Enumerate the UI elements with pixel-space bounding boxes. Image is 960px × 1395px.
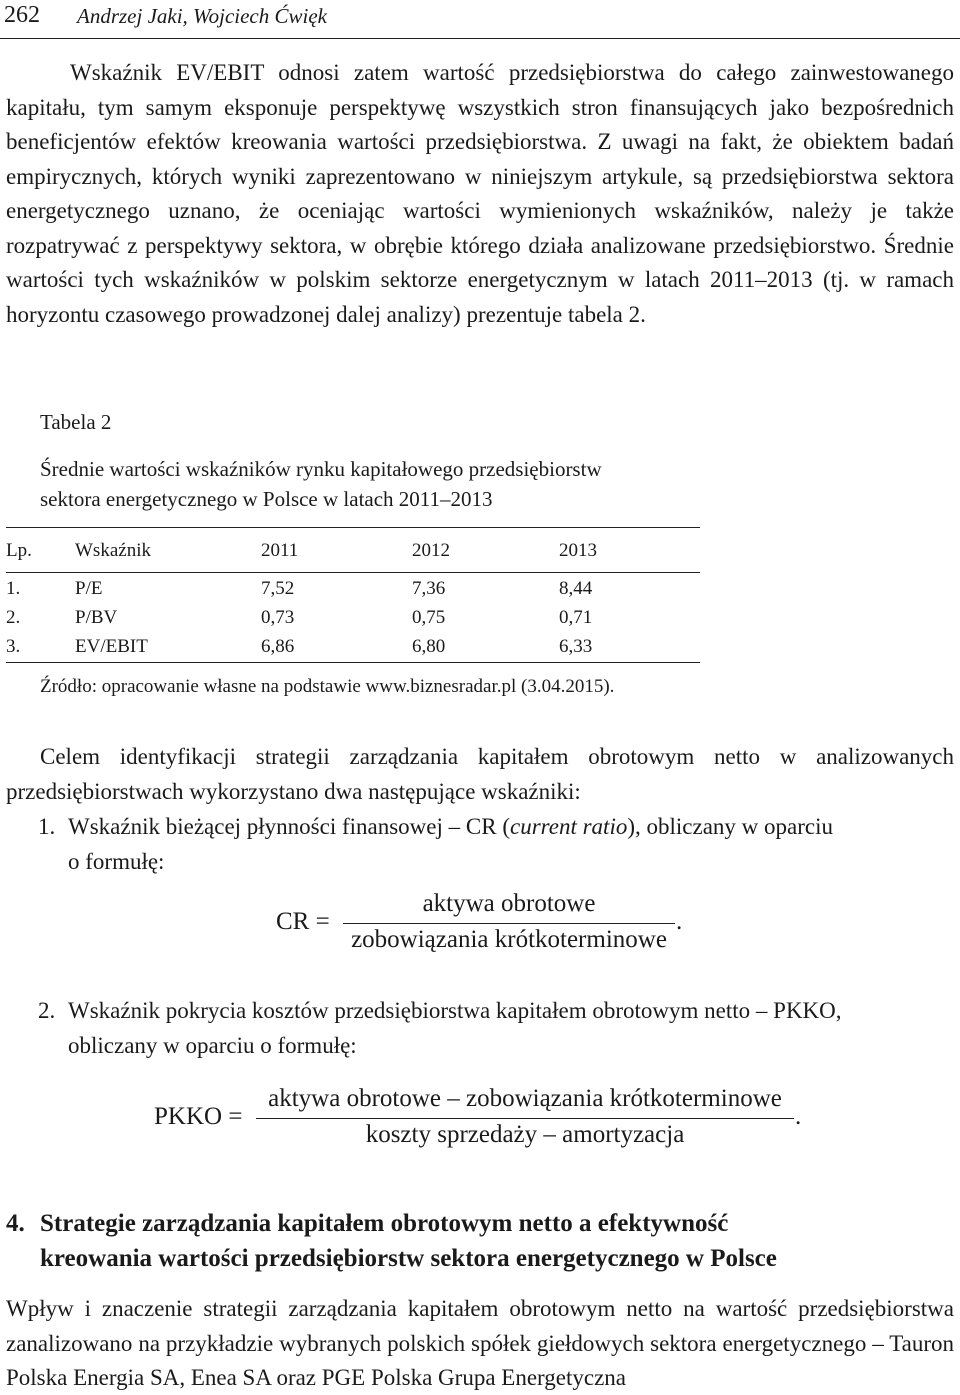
formula-cr-period: . xyxy=(676,908,683,935)
body-paragraph-2: Celem identyfikacji strategii zarządzania kapitałem obrotowym netto w analizowanych przedsiębiorstwach wykorzystano dwa następujące wskaźniki: xyxy=(6,744,954,804)
table-row xyxy=(0,607,700,635)
table-header-rule xyxy=(6,572,700,573)
list-item-1-italic: current ratio xyxy=(510,814,628,839)
table-header-2013: 2013 xyxy=(559,540,597,561)
table-header-2012: 2012 xyxy=(412,540,450,561)
table-title-line-1: Średnie wartości wskaźników rynku kapitałowego przedsiębiorstw xyxy=(40,457,602,481)
table-header-2011: 2011 xyxy=(261,540,299,561)
list-item-2-line-2: obliczany w oparciu o formułę: xyxy=(68,1033,357,1058)
table-cell-2011: 7,52 xyxy=(261,578,295,599)
table-cell-2011: 6,86 xyxy=(261,636,295,657)
formula-pkko-denominator: koszty sprzedaży – amortyzacja xyxy=(365,1121,685,1148)
list-item-2-number: 2. xyxy=(38,998,56,1023)
body-paragraph-1: Wskaźnik EV/EBIT odnosi zatem wartość przedsiębiorstwa do całego zainwestowanego kapitału, tym samym eksponuje perspektywę wszystkich stron finansujących jako bezpośrednich beneficjentów efektów kreowania wartości przedsiębiorstwa. Z uwagi na fakt, że obiektem badań empirycznych, których wyniki zaprezentowano w niniejszym artykule, są przedsiębiorstwa sektora energetycznego uznano, że oceniając wartości wymienionych wskaźników, należy je także rozpatrywać z perspektywy sektora, w obrębie którego działa analizowane przedsiębiorstwo. Średnie wartości tych wskaźników w polskim sektorze energetycznym w latach 2011–2013 (tj. w ramach horyzontu czasowego prowadzonej dalej analizy) prezentuje tabela 2. xyxy=(6,60,954,327)
section-title-line-1: Strategie zarządzania kapitałem obrotowym netto a efektywność xyxy=(40,1210,729,1237)
table-cell-2013: 8,44 xyxy=(559,578,593,599)
table-header-indicator: Wskaźnik xyxy=(75,540,151,561)
table-cell-lp: 2. xyxy=(6,607,21,628)
table-cell-lp: 1. xyxy=(6,578,21,599)
section-number: 4. xyxy=(6,1210,25,1237)
list-item-1-line-2: o formułę: xyxy=(68,849,165,874)
page-number: 262 xyxy=(4,2,40,28)
formula-pkko-fraction-bar xyxy=(256,1118,794,1119)
table-title-line-2: sektora energetycznego w Polsce w latach 2011–2013 xyxy=(40,487,493,511)
formula-cr-lhs: CR = xyxy=(276,908,330,935)
formula-pkko xyxy=(0,1085,960,1155)
table-cell-indicator: EV/EBIT xyxy=(75,636,148,657)
list-item-1-text xyxy=(68,810,954,845)
list-item-2-line-1: Wskaźnik pokrycia kosztów przedsiębiorstwa kapitałem obrotowym netto – PKKO, xyxy=(68,998,842,1023)
table-label: Tabela 2 xyxy=(40,410,112,434)
table-cell-2013: 6,33 xyxy=(559,636,593,657)
formula-pkko-period: . xyxy=(795,1103,802,1130)
list-item-1-text-before: Wskaźnik bieżącej płynności finansowej – CR ( xyxy=(68,814,510,839)
table-cell-lp: 3. xyxy=(6,636,21,657)
table-header-lp: Lp. xyxy=(6,540,32,561)
formula-cr-denominator: zobowiązania krótkoterminowe xyxy=(351,926,667,953)
body-paragraph-3: Wpływ i znaczenie strategii zarządzania kapitałem obrotowym netto na wartość przedsiębiorstwa zanalizowano na przykładzie wybranych polskich spółek giełdowych sektora energetycznego – Tauron Polska Energia SA, Enea SA oraz PGE Polska Grupa Energetyczna xyxy=(6,1296,954,1390)
table-source-note: Źródło: opracowanie własne na podstawie www.biznesradar.pl (3.04.2015). xyxy=(40,676,615,697)
table-cell-2013: 0,71 xyxy=(559,607,593,628)
formula-cr-fraction-bar xyxy=(343,923,675,924)
table-top-rule xyxy=(6,527,700,528)
section-title-line-2: kreowania wartości przedsiębiorstw sektora energetycznego w Polsce xyxy=(40,1244,777,1272)
table-cell-2011: 0,73 xyxy=(261,607,295,628)
table-cell-indicator: P/BV xyxy=(75,607,118,628)
list-item-1-number: 1. xyxy=(38,814,56,839)
table-row xyxy=(0,578,700,606)
header-rule xyxy=(0,38,960,39)
table-cell-indicator: P/E xyxy=(75,578,103,599)
section-title xyxy=(40,1207,954,1276)
table-title xyxy=(40,454,680,514)
table-cell-2012: 7,36 xyxy=(412,578,446,599)
table-header-row xyxy=(0,540,700,570)
formula-pkko-lhs: PKKO = xyxy=(154,1103,243,1130)
table-row xyxy=(0,636,700,664)
page-header xyxy=(0,0,960,40)
list-item-1-text-after: ), obliczany w oparciu xyxy=(627,814,833,839)
formula-pkko-numerator: aktywa obrotowe – zobowiązania krótkoterminowe xyxy=(268,1085,782,1112)
formula-cr-numerator: aktywa obrotowe xyxy=(422,890,596,917)
formula-cr xyxy=(0,890,960,960)
running-head: Andrzej Jaki, Wojciech Ćwięk xyxy=(77,4,327,28)
table-bottom-rule xyxy=(6,662,700,663)
table-cell-2012: 0,75 xyxy=(412,607,446,628)
table-cell-2012: 6,80 xyxy=(412,636,446,657)
